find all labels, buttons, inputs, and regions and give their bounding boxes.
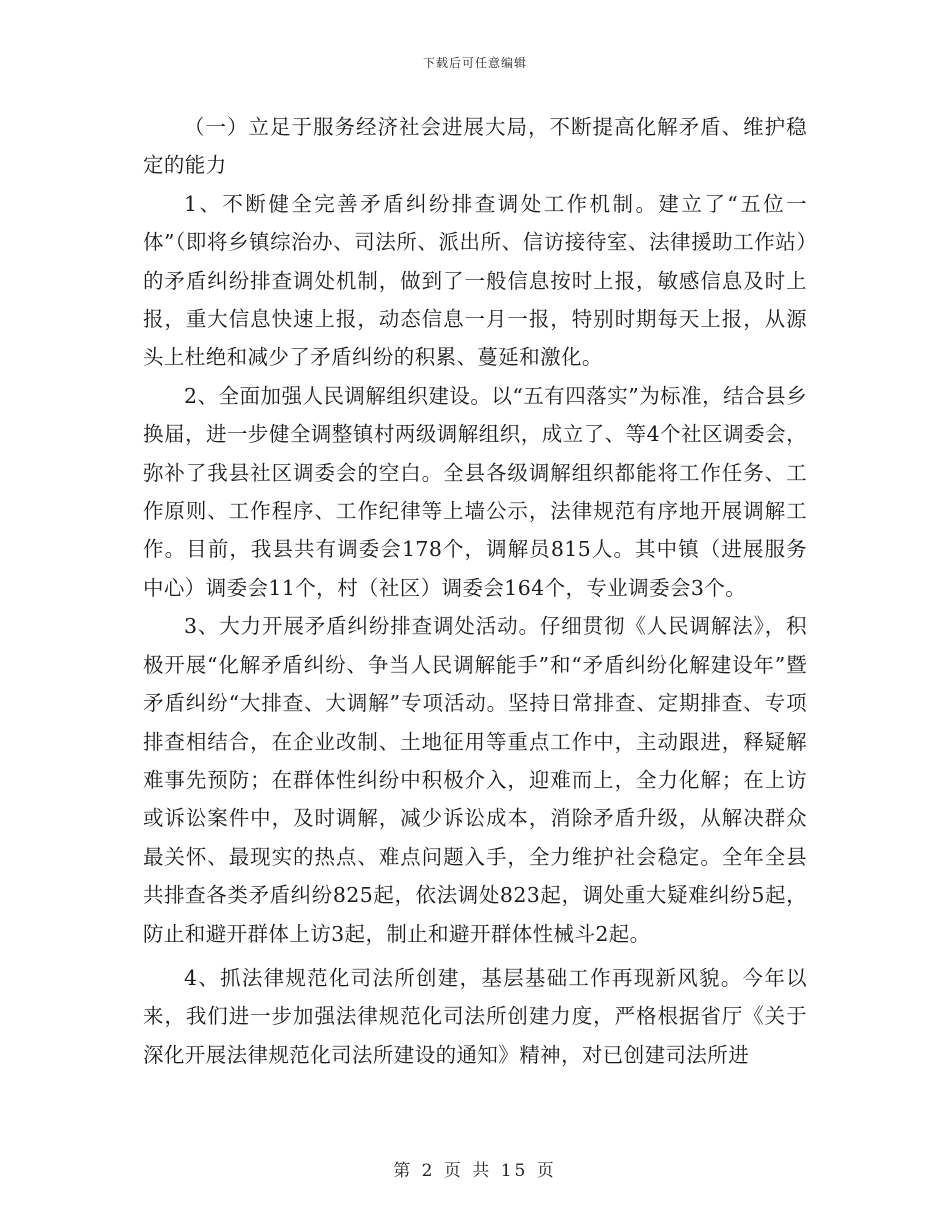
paragraph-item-3: 3、大力开展矛盾纠纷排查调处活动。仔细贯彻《人民调解法》，积极开展“化解矛盾纠纷、争当人民调解能手”和“矛盾纠纷化解建设年”暨矛盾纠纷“大排查、大调解”专项活动。坚持日常排查、定期排查、专项排查相结合，在企业改制、土地征用等重点工作中，主动跟进，释疑解难事先预防；在群体性纠纷中积极介入，迎难而上，全力化解；在上访或诉讼案件中，及时调解，减少诉讼成本，消除矛盾升级，从解决群众最关怀、最现实的热点、难点问题入手，全力维护社会稳定。全年全县共排查各类矛盾纠纷825起，依法调处823起，调处重大疑难纠纷5起，防止和避开群体上访3起，制止和避开群体性械斗2起。 — [143, 614, 807, 946]
paragraph-item-4: 4、抓法律规范化司法所创建，基层基础工作再现新风貌。今年以来，我们进一步加强法律规范化司法所创建力度，严格根据省厅《关于深化开展法律规范化司法所建设的通知》精神，对已创建司法所进 — [143, 965, 807, 1067]
paragraph-item-1: 1、不断健全完善矛盾纠纷排查调处工作机制。建立了“五位一体”（即将乡镇综治办、司法所、派出所、信访接待室、法律援助工作站）的矛盾纠纷排查调处机制，做到了一般信息按时上报，敏感信息及时上报，重大信息快速上报，动态信息一月一报，特别时期每天上报，从源头上杜绝和减少了矛盾纠纷的积累、蔓延和激化。 — [143, 191, 807, 370]
paragraph-item-2: 2、全面加强人民调解组织建设。以“五有四落实”为标准，结合县乡换届，进一步健全调整镇村两级调解组织，成立了、等4个社区调委会，弥补了我县社区调委会的空白。全县各级调解组织都能将工作任务、工作原则、工作程序、工作纪律等上墙公示，法律规范有序地开展调解工作。目前，我县共有调委会178个，调解员815人。其中镇（进展服务中心）调委会11个，村（社区）调委会164个，专业调委会3个。 — [143, 383, 807, 600]
page-header-note: 下载后可任意编辑 — [422, 56, 527, 70]
page-number: 第 2 页 共 15 页 — [393, 1161, 557, 1181]
paragraph-section-heading: （一）立足于服务经济社会进展大局，不断提高化解矛盾、维护稳定的能力 — [143, 115, 807, 178]
document-body — [143, 108, 807, 1074]
